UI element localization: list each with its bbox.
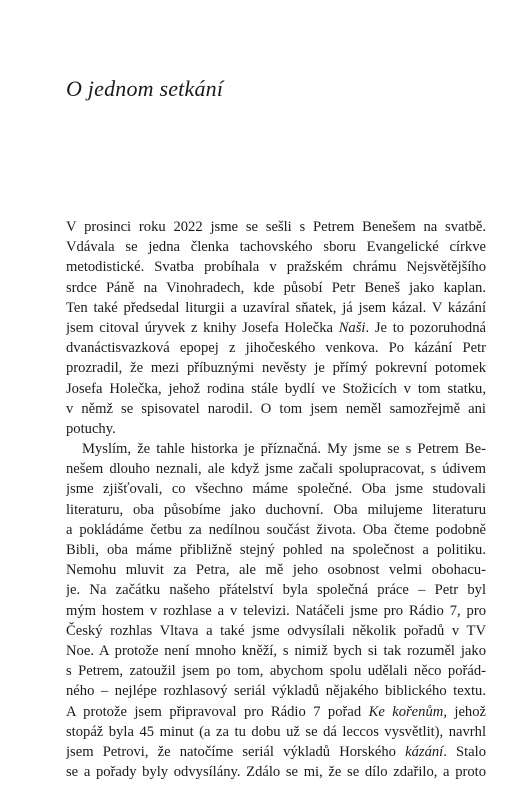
text-line: mým hostem v rozhlase a v televizi. Natáčeli jsme pro Rádio 7, pro (66, 602, 486, 619)
text-line: Vdávala se jedna členka tachovského sboru Evangelické církve (66, 239, 486, 256)
text-line: literaturu, oba působíme jako duchovní. Oba milujeme literaturu (66, 501, 486, 518)
text-segment: . Stalo (443, 743, 486, 760)
text-line: jsme zjišťovali, co všechno máme společné. Oba jsme studovali (66, 481, 486, 498)
text-line: Bibli, oba máme přibližně stejný pohled na společnost a politiku. (66, 542, 486, 558)
text-line: Josefa Holečka, jehož rodina stále bydlí ve Stožicích v tom statku, (66, 380, 486, 397)
text-line (66, 742, 486, 762)
text-line: potuchy. (66, 420, 116, 437)
text-line: se a pořady byly odvysílány. Zdálo se mi, že se dílo zdařilo, a proto (66, 764, 486, 781)
text-line (66, 318, 486, 338)
chapter-body (66, 217, 486, 782)
text-line: stopáž byla 45 minut (a za tu dobu už se dá leccos vysvětlit), navrhl (66, 723, 486, 740)
text-line: Noe. A protože není mnoho kněží, s nimiž bych si tak rozuměl jako (66, 642, 486, 659)
text-line: je. Na začátku našeho přátelství byla společná práce – Petr byl (66, 582, 486, 599)
chapter-title: O jednom setkání (66, 76, 224, 101)
italic-title: Ke kořenům (368, 703, 444, 720)
text-segment: , jehož (443, 703, 486, 720)
text-line: srdce Páně na Vinohradech, kde působí Petr Beneš jako kaplan. (66, 279, 486, 296)
text-segment: jsem citoval úryvek z knihy Josefa Holečka (66, 319, 339, 336)
text-line (66, 702, 486, 722)
text-line: s Petrem, zatoužil jsem po tom, abychom spolu udělali něco pořád- (66, 663, 486, 680)
text-segment: jsem Petrovi, že natočíme seriál výkladů Horského (66, 743, 406, 760)
text-segment: A protože jsem připravoval pro Rádio 7 pořad (66, 703, 369, 720)
text-line: Myslím, že tahle historka je příznačná. My jsme se s Petrem Be- (82, 441, 486, 458)
italic-title: Naši (338, 319, 366, 336)
text-line: Český rozhlas Vltava a také jsme odvysílali několik pořadů v TV (66, 622, 486, 639)
text-line: v němž se spisovatel narodil. O tom jsem neměl samozřejmě ani (66, 400, 486, 417)
text-line: V prosinci roku 2022 jsme se sešli s Petrem Benešem na svatbě. (66, 219, 486, 235)
text-line: ného – nejlépe rozhlasový seriál výkladů nějakého biblického textu. (66, 683, 486, 700)
paragraph (66, 439, 486, 782)
text-segment: . Je to pozoruhodná (365, 319, 486, 336)
text-line: dvanáctisvazková epopej z jihočeského venkova. Po kázání Petr (66, 340, 486, 357)
text-line: a pokládáme četbu za nedílnou součást života. Oba čteme podobně (66, 521, 486, 538)
text-line: prozradil, že mezi příbuznými nevěsty je přímý pokrevní potomek (66, 360, 486, 377)
paragraph (66, 217, 486, 439)
text-line: Nemohu mluvit za Petra, ale mě jeho osobnost velmi obohacu- (66, 562, 486, 579)
italic-title: kázání (405, 743, 444, 760)
text-line: metodistické. Svatba probíhala v pražském chrámu Nejsvětějšího (66, 259, 486, 276)
text-line: Ten také předsedal liturgii a uzavíral sňatek, já jsem kázal. V kázání (66, 299, 486, 316)
text-line: nešem dlouho neznali, ale když jsme začali spolupracovat, s údivem (66, 461, 486, 478)
